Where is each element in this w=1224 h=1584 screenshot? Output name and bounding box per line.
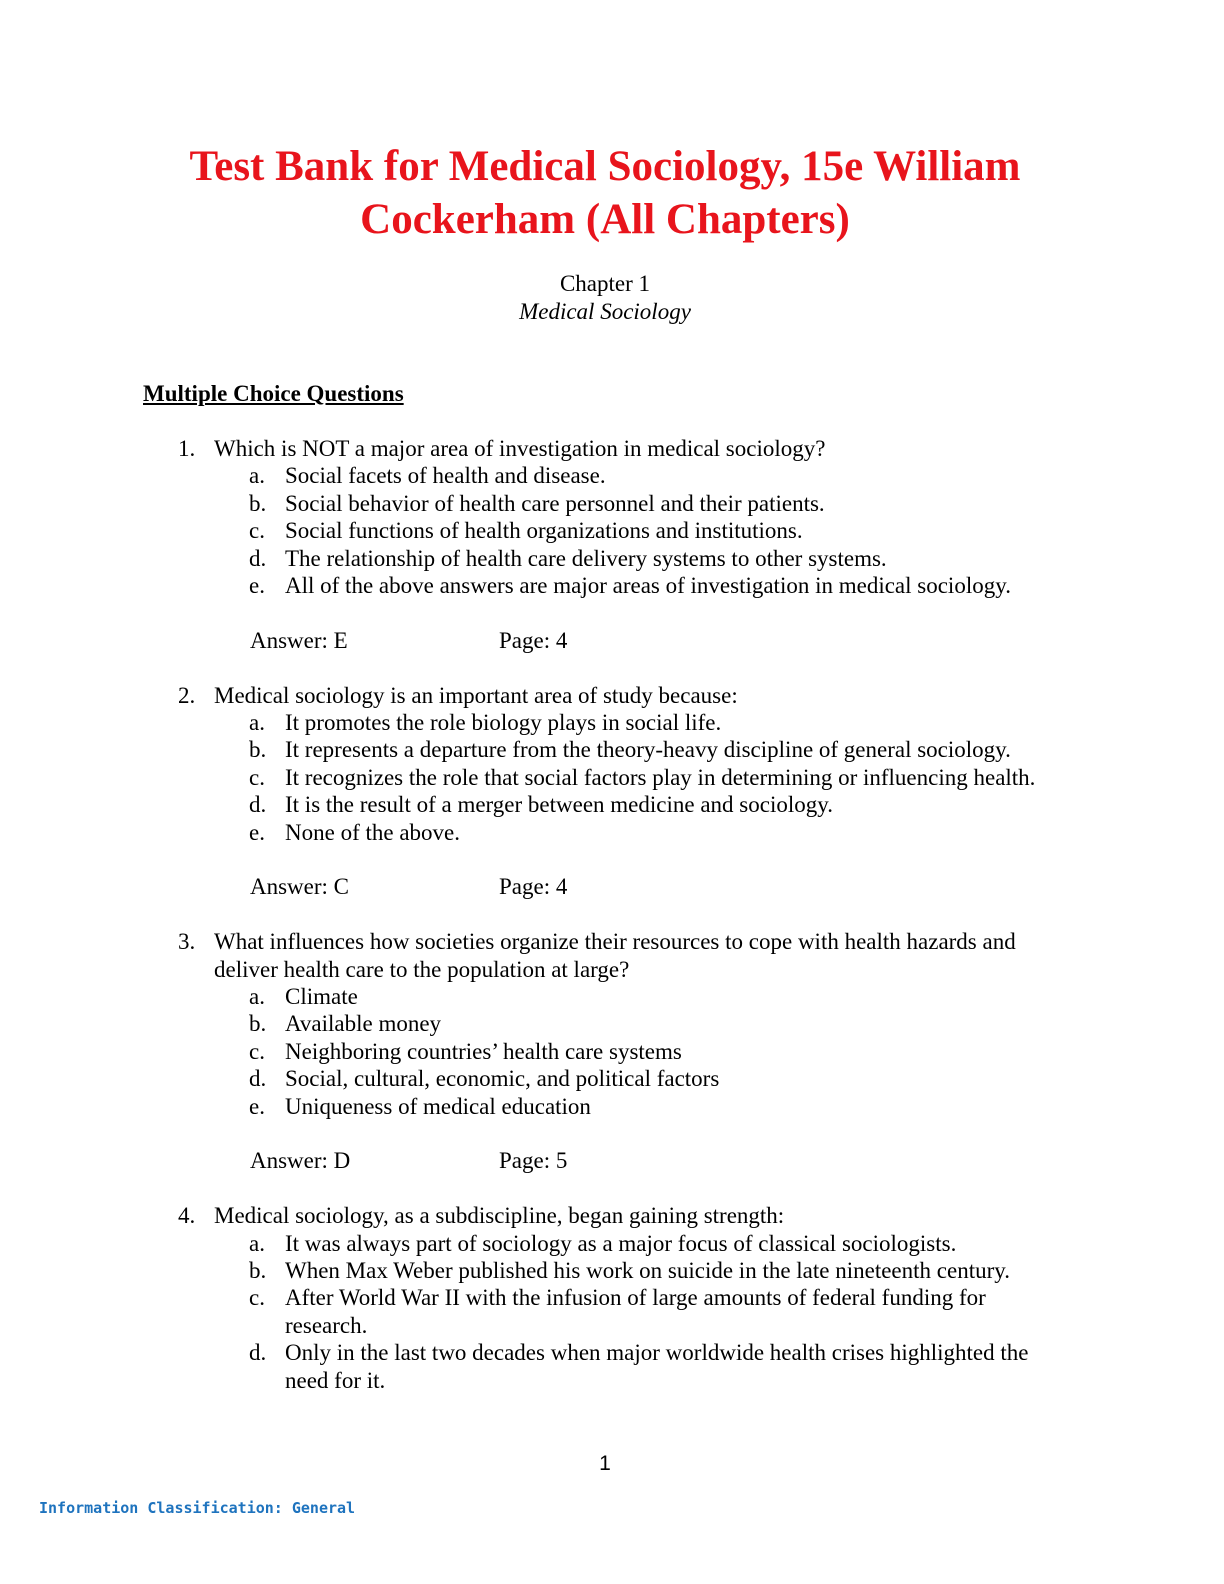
answer-key: Answer: D	[250, 1148, 351, 1174]
chapter-number: Chapter 1	[559, 271, 651, 296]
question-stem	[0, 928, 1054, 983]
question-2	[0, 682, 1224, 901]
option-text: All of the above answers are major areas of investigation in medical sociology.	[285, 573, 1011, 599]
option-letter: e.	[249, 1093, 265, 1119]
document-title	[100, 140, 1110, 246]
document-title-line-2: Cockerham (All Chapters)	[360, 196, 850, 243]
section-heading: Multiple Choice Questions	[143, 381, 404, 406]
question-stem	[0, 1202, 1054, 1229]
option-letter: a.	[249, 710, 265, 736]
answer-option	[0, 1010, 1065, 1037]
option-text: It is the result of a merger between medicine and sociology.	[285, 792, 833, 818]
option-text: It promotes the role biology plays in social life.	[285, 710, 722, 736]
option-text: It recognizes the role that social factors play in determining or influencing health.	[285, 764, 1036, 790]
option-letter: d.	[249, 1066, 267, 1092]
option-text: Neighboring countries’ health care systems	[285, 1038, 682, 1064]
answer-option	[0, 983, 1065, 1010]
answer-option	[0, 709, 1065, 736]
answer-option	[0, 1038, 1065, 1065]
question-number: 1.	[178, 436, 196, 461]
question-number: 4.	[178, 1203, 196, 1229]
answer-line	[0, 627, 1224, 654]
option-letter: d.	[249, 792, 267, 818]
page-reference: Page: 4	[499, 874, 568, 900]
option-text: Only in the last two decades when major worldwide health crises highlighted the need for it.	[285, 1340, 1029, 1393]
question-3	[0, 928, 1224, 1175]
option-text: When Max Weber published his work on suicide in the late nineteenth century.	[285, 1258, 1011, 1284]
option-letter: e.	[249, 819, 265, 845]
answer-key: Answer: E	[250, 627, 348, 653]
answer-option	[0, 1065, 1065, 1092]
option-text: Social behavior of health care personnel and their patients.	[285, 490, 825, 516]
answer-option	[0, 517, 1065, 544]
answer-line	[0, 1147, 1224, 1174]
option-text: Social functions of health organizations and institutions.	[285, 518, 803, 544]
option-letter: a.	[249, 1230, 265, 1256]
classification-label: Information Classification: General	[39, 1499, 356, 1517]
option-text: Social, cultural, economic, and political factors	[285, 1066, 720, 1092]
question-number: 3.	[178, 929, 196, 955]
option-text: It was always part of sociology as a major focus of classical sociologists.	[285, 1230, 957, 1256]
question-stem	[0, 435, 1054, 462]
question-4	[0, 1202, 1224, 1394]
answer-option	[0, 1284, 1065, 1339]
question-text: Medical sociology, as a subdiscipline, began gaining strength:	[214, 1203, 785, 1229]
option-text: After World War II with the infusion of large amounts of federal funding for research.	[285, 1285, 986, 1338]
option-text: It represents a departure from the theory-heavy discipline of general sociology.	[285, 737, 1011, 763]
option-letter: b.	[249, 490, 267, 516]
answer-option	[0, 462, 1065, 489]
option-letter: e.	[249, 573, 265, 599]
question-1	[0, 435, 1224, 654]
answer-option	[0, 1257, 1065, 1284]
option-text: None of the above.	[285, 819, 460, 845]
answer-line	[0, 873, 1224, 900]
page-reference: Page: 4	[499, 627, 568, 653]
option-letter: b.	[249, 737, 267, 763]
answer-option	[0, 1230, 1065, 1257]
chapter-name: Medical Sociology	[519, 299, 691, 324]
question-text: Medical sociology is an important area of study because:	[214, 682, 738, 708]
option-letter: a.	[249, 984, 265, 1010]
option-letter: c.	[249, 1285, 265, 1311]
document-title-line-1: Test Bank for Medical Sociology, 15e William	[189, 143, 1021, 190]
question-text: What influences how societies organize their resources to cope with health hazards and deliver health care to the population at large?	[214, 929, 1016, 982]
answer-key: Answer: C	[250, 874, 350, 900]
option-letter: c.	[249, 764, 265, 790]
question-list	[0, 435, 1224, 1421]
answer-option	[0, 736, 1065, 763]
option-text: Uniqueness of medical education	[285, 1093, 591, 1119]
option-letter: a.	[249, 463, 265, 489]
answer-option	[0, 1093, 1065, 1120]
question-text: Which is NOT a major area of investigation in medical sociology?	[214, 436, 826, 461]
option-text: Available money	[285, 1011, 442, 1037]
question-number: 2.	[178, 682, 196, 708]
answer-option	[0, 545, 1065, 572]
option-text: The relationship of health care delivery systems to other systems.	[285, 545, 887, 571]
page-number: 1	[599, 1452, 611, 1475]
answer-option	[0, 572, 1065, 599]
option-letter: c.	[249, 1038, 265, 1064]
option-letter: b.	[249, 1258, 267, 1284]
option-text: Climate	[285, 984, 358, 1010]
option-text: Social facets of health and disease.	[285, 463, 606, 489]
answer-option	[0, 1339, 1065, 1394]
answer-option	[0, 791, 1065, 818]
answer-option	[0, 764, 1065, 791]
answer-option	[0, 819, 1065, 846]
answer-option	[0, 490, 1065, 517]
question-stem	[0, 682, 1054, 709]
option-letter: c.	[249, 518, 265, 544]
page-reference: Page: 5	[499, 1148, 568, 1174]
option-letter: b.	[249, 1011, 267, 1037]
option-letter: d.	[249, 1340, 267, 1366]
option-letter: d.	[249, 545, 267, 571]
